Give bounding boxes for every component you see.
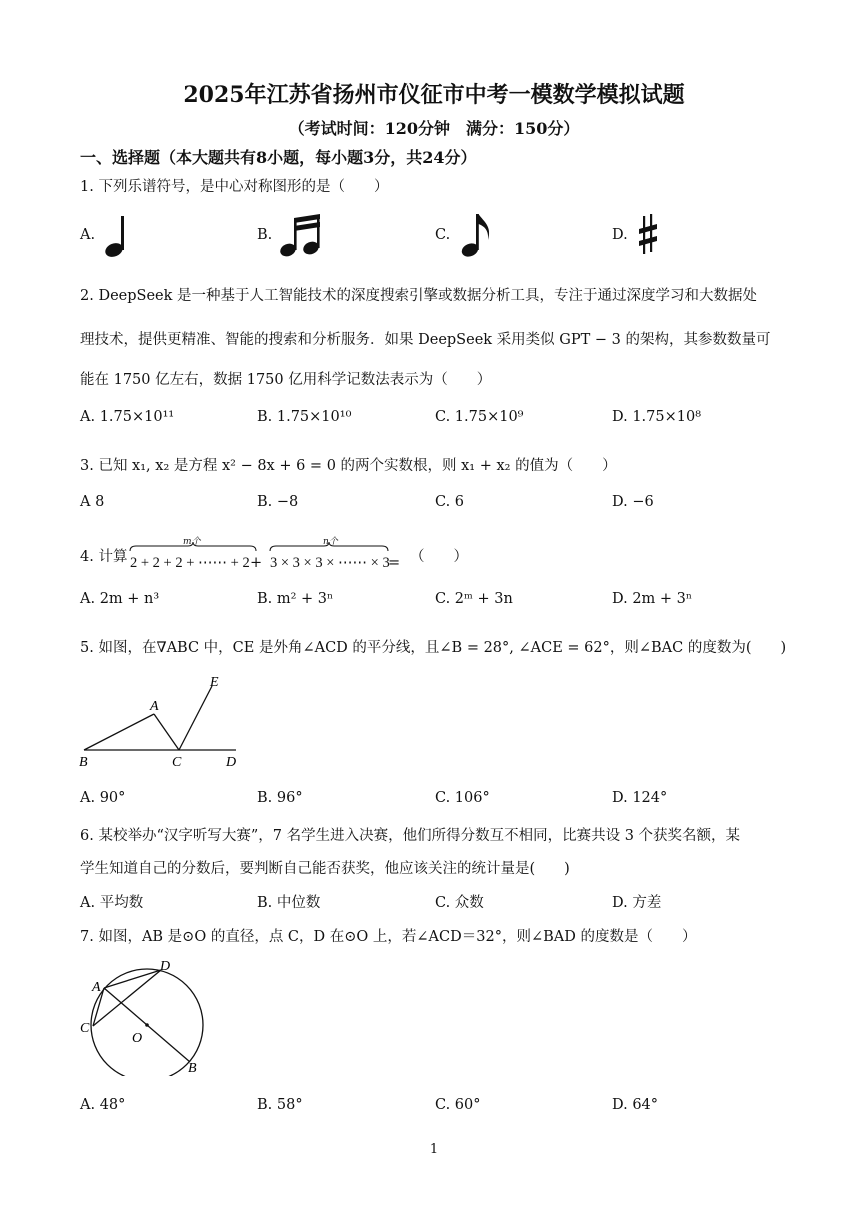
q3-option-d: D. −6 [612, 494, 654, 510]
page-title: 2025年江苏省扬州市仪征市中考一模数学模拟试题 [183, 82, 685, 108]
q4-option-c: C. 2ᵐ + 3n [435, 591, 513, 607]
q4-option-d: D. 2m + 3ⁿ [612, 591, 693, 607]
q7-option-d: D. 64° [612, 1097, 659, 1113]
q4-plus-sign: + [250, 555, 263, 571]
q2-option-b: B. 1.75×10¹⁰ [257, 409, 352, 425]
q4-brace-label-m: m个 [183, 537, 201, 547]
q7-point-b: B [188, 1061, 197, 1076]
section-heading: 一、选择题（本大题共有8小题，每小题3分，共24分） [80, 148, 477, 167]
page-number: 1 [429, 1142, 439, 1157]
q4-equals: = [388, 555, 401, 571]
q1-option-b-label: B. [257, 227, 273, 243]
q4-answer-paren: （ ） [410, 549, 468, 565]
q2-option-a: A. 1.75×10¹¹ [80, 409, 175, 425]
question-2-line-2: 理技术，提供更精准、智能的搜索和分析服务．如果 DeepSeek 采用类似 GPT − 3 的架构，其参数数量可 [80, 332, 771, 348]
question-6-line-2: 学生知道自己的分数后，要判断自己能否获奖，他应该关注的统计量是( ) [80, 861, 570, 877]
q5-option-c: C. 106° [435, 790, 490, 806]
beamed-sixteenth-notes-icon [278, 212, 328, 260]
q7-option-b: B. 58° [257, 1097, 303, 1113]
question-3-stem: 3. 已知 x₁, x₂ 是方程 x² − 8x + 6 = 0 的两个实数根，则 x₁ + x₂ 的值为（ ） [80, 458, 617, 474]
q5-point-c: C [172, 755, 182, 770]
q5-option-b: B. 96° [257, 790, 303, 806]
q5-point-a: A [150, 699, 159, 714]
question-2-line-3: 能在 1750 亿左右，数据 1750 亿用科学记数法表示为（ ） [80, 372, 492, 388]
q5-point-e: E [210, 675, 219, 690]
q7-point-o: O [132, 1031, 143, 1046]
q5-point-b: B [79, 755, 88, 770]
q7-option-a: A. 48° [80, 1097, 126, 1113]
q7-option-c: C. 60° [435, 1097, 481, 1113]
q3-option-c: C. 6 [435, 494, 465, 510]
q4-brace-label-n: n个 [323, 537, 338, 547]
q7-point-d: D [160, 959, 171, 974]
q3-option-b: B. −8 [257, 494, 299, 510]
quarter-note-icon [100, 210, 134, 260]
q6-option-a: A. 平均数 [80, 895, 144, 911]
q6-option-c: C. 众数 [435, 895, 484, 911]
sharp-sign-icon [638, 214, 658, 256]
q6-option-d: D. 方差 [612, 895, 662, 911]
question-6-line-1: 6. 某校举办“汉字听写大赛”，7 名学生进入决赛，他们所得分数互不相同，比赛共设 3 个获奖名额，某 [80, 828, 741, 844]
question-1-stem: 1. 下列乐谱符号，是中心对称图形的是（ ） [80, 179, 389, 195]
q1-option-c-label: C. [435, 227, 451, 243]
question-7-stem: 7. 如图，AB 是⊙O 的直径，点 C，D 在⊙O 上，若∠ACD＝32°，则∠BAD 的度数是（ ） [80, 929, 697, 945]
question-4-prefix: 4. 计算 [80, 549, 128, 565]
q7-point-a: A [92, 980, 101, 995]
question-5-stem: 5. 如图，在∇ABC 中，CE 是外角∠ACD 的平分线，且∠B = 28°, ∠ACE = 62°，则∠BAC 的度数为( ) [80, 640, 787, 656]
q3-option-a: A 8 [80, 494, 105, 510]
q4-product-expression: 3 × 3 × 3 × ⋯⋯ × 3 [270, 555, 390, 571]
q6-option-b: B. 中位数 [257, 895, 321, 911]
q1-option-d-label: D. [612, 227, 628, 243]
q4-option-a: A. 2m + n³ [80, 591, 160, 607]
q4-sum-expression: 2 + 2 + 2 + ⋯⋯ + 2 [130, 555, 250, 571]
question-2-line-1: 2. DeepSeek 是一种基于人工智能技术的深度搜索引擎或数据分析工具，专注于通过深度学习和大数据处 [80, 288, 758, 304]
q5-point-d: D [226, 755, 237, 770]
q5-option-a: A. 90° [80, 790, 126, 806]
q4-overbrace-product [268, 542, 390, 552]
q1-option-a-label: A. [80, 227, 96, 243]
exam-info: （考试时间：120分钟 满分：150分） [288, 119, 580, 138]
q2-option-d: D. 1.75×10⁸ [612, 409, 702, 425]
q5-option-d: D. 124° [612, 790, 668, 806]
q7-circle-figure [76, 956, 216, 1076]
q2-option-c: C. 1.75×10⁹ [435, 409, 524, 425]
eighth-note-icon [458, 210, 498, 260]
q5-triangle-figure [76, 672, 246, 772]
q7-point-c: C [80, 1021, 90, 1036]
q4-option-b: B. m² + 3ⁿ [257, 591, 334, 607]
q4-overbrace-sum [128, 542, 258, 552]
